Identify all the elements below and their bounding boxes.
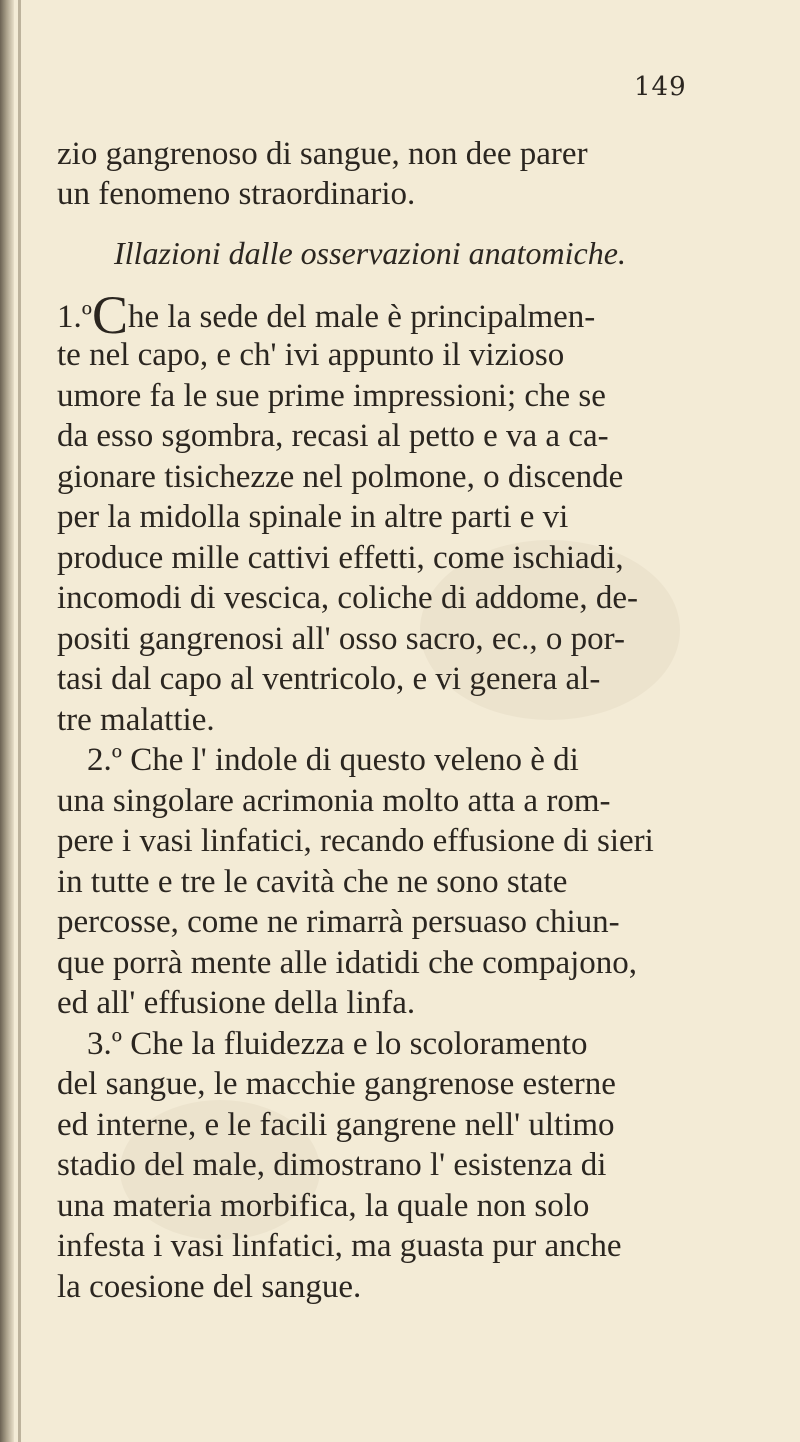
first-line-rest: he la sede del male è principalmen- — [128, 299, 596, 335]
text-line: 2.º Che l' indole di questo veleno è di — [87, 742, 579, 778]
text-line: ed all' effusione della linfa. — [57, 985, 416, 1021]
text-line: ed interne, e le facili gangrene nell' ultimo — [57, 1107, 615, 1143]
text-line: te nel capo, e ch' ivi appunto il vizioso — [57, 337, 565, 373]
text-line: tasi dal capo al ventricolo, e vi genera al- — [57, 661, 601, 697]
text-line: que porrà mente alle idatidi che compajono, — [57, 945, 638, 981]
text-line: da esso sgombra, recasi al petto e va a ca- — [57, 418, 609, 454]
text-line: gionare tisichezze nel polmone, o discende — [57, 459, 624, 495]
text-line: umore fa le sue prime impressioni; che se — [57, 378, 606, 414]
text-line: infesta i vasi linfatici, ma guasta pur anche — [57, 1228, 622, 1264]
text-line: una materia morbifica, la quale non solo — [57, 1188, 590, 1224]
item-number: 1.º — [57, 299, 92, 335]
text-line: pere i vasi linfatici, recando effusione di sieri — [57, 823, 654, 859]
text-line: positi gangrenosi all' osso sacro, ec., o por- — [57, 621, 625, 657]
text-line: stadio del male, dimostrano l' esistenza di — [57, 1147, 607, 1183]
text-line: in tutte e tre le cavità che ne sono state — [57, 864, 568, 900]
text-line: percosse, come ne rimarrà persuaso chiun- — [57, 904, 620, 940]
text-line: 3.º Che la fluidezza e lo scoloramento — [87, 1026, 588, 1062]
text-line: per la midolla spinale in altre parti e vi — [57, 499, 569, 535]
section-heading: Illazioni dalle osservazioni anatomiche. — [114, 235, 626, 271]
text-line: la coesione del sangue. — [57, 1269, 362, 1305]
text-line: tre malattie. — [57, 702, 215, 738]
binding-shadow-line — [18, 0, 21, 1442]
text-line: una singolare acrimonia molto atta a rom- — [57, 783, 611, 819]
text-line: del sangue, le macchie gangrenose esterne — [57, 1066, 616, 1102]
book-binding-edge — [0, 0, 14, 1442]
text-line: produce mille cattivi effetti, come ischiadi, — [57, 540, 624, 576]
page-number: 149 — [634, 72, 687, 102]
text-line: un fenomeno straordinario. — [57, 176, 416, 212]
text-line: incomodi di vescica, coliche di addome, de- — [57, 580, 638, 616]
text-line: zio gangrenoso di sangue, non dee parer — [57, 136, 588, 172]
text-line — [57, 285, 596, 345]
drop-cap: C — [91, 285, 129, 345]
